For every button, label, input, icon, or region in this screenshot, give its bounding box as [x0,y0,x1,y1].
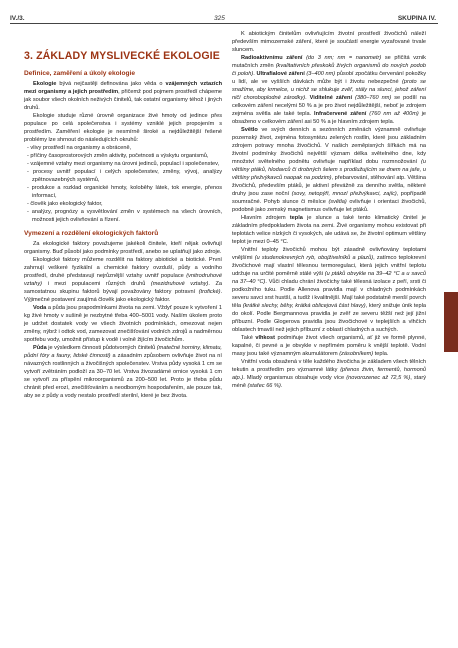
text-run: . [305,95,310,101]
italic-note: (proto se snažíme, aby krmelce, u nichž se shlukuje zvěř, stály na slunci, jehož záření ničí choroboplodné zárodky) [232,79,426,101]
italic-note: (do 3 nm; nm = nanometr) [302,55,382,61]
text-run: . Vůči chladu chrání živočichy také tělesná izolace z peří, srsti či podkožního tuku. Podle Allenova pravidla mají v chladných podmínkách severu savci srst hustší, a tudíž i kvalitnější. Mají také podstatně menší povrch těla [232,279,427,309]
italic-note: (sovy, netopýři, mnozí přežvýkavci, zajíc) [291,191,397,197]
text-run: Také [241,335,256,341]
paragraph [24,80,222,112]
italic-note: (u studenokrevných ryb, obojživelníků a plazů) [254,255,374,261]
right-column [232,30,426,390]
text-run: je slunce a také tento klimatický činitel je základním předpokladem života na zemi. Živé organismy mohou existovat při teplotách velice nízkých či vysokých, ale udává se, že životní optimum většiny teplot je mezi 0–45 °C. [232,215,426,245]
text-run: se přičítá vznik mutačních změn [232,55,426,69]
section-number: IV./3. [10,15,25,22]
italic-note: (přenos živin, fermentů, hormonů atp.) [232,367,426,381]
text-run: působí zpočátku červenání pokožky u lidí, ale ve vyšších dávkách může být i životu nebezpečné [232,71,426,85]
list-item: - analýzy, prognózy a vysvětlování změn v systémech na všech úrovních, možnosti jejich ovlivňování a řízení. [27,209,222,223]
text-run: . Za samostatnou skupinu faktorů bývají považovány faktory potravní [24,281,222,295]
italic-note: (3–400 nm) [304,71,336,77]
bold-term: Ultrafialové záření [256,71,305,77]
list-item: - vzájemné vztahy mezi organismy na úrovni jedinců, populací i společenstev, [27,161,220,167]
text-run: tepla. [373,351,389,357]
text-run: . Mladý organismus obsahuje vody více [243,375,347,381]
paragraph [24,344,222,400]
italic-note: (mezidruhové vztahy) [150,281,209,287]
italic-note: (matečné horniny, klimatu, půdní fóry a fauny, lidské činnosti) [24,345,222,359]
italic-note: (novorozenec až 72,5 %) [346,375,411,381]
text-run: a zásadním způsobem ovlivňuje život na ní návazných rostlinných a živočišných společenstev. Vrstva půdy vysoká 1 cm se vytvoří zvětráním podloží za 30–70 let. Vrstva živozadárné ornice vysoká 1 cm se vytvoří za příspění mikroorganismů za 200–500 let. Proto je třeba půdu chránit před erozí, znečišťováním a neodborným hospodařením, ale pouze tak, aby se z půdy a vody nestalo prostředí sterilní, které je bez života. [24,353,222,399]
chapter-title: 3. ZÁKLADY MYSLIVECKÉ EKOLOGIE [24,50,220,62]
italic-note: (kvalitativních přeskoků živých organismů do nových podob či poloh) [232,63,426,77]
paragraph [232,126,426,214]
list-item: - procesy uvnitř populací i celých společenstev, změny, vývoj, analýzy zpětnovazebných systémů, [27,169,222,183]
text-run: Ekologické faktory můžeme rozdělit na faktory abiotické a biotické. První zahrnují veškeré fyzikální a chemické faktory ovzduší, půdy a vodního prostředí, druhé představují nejrůznější vztahy uvnitř populace [24,257,222,279]
bold-term: Radioaktivnímu záření [241,55,303,61]
page-number: 325 [214,15,225,22]
section-heading-factors: Vymezení a rozdělení ekologických faktorů [24,230,159,237]
bold-term: vlhkost [255,335,275,341]
italic-note: (u většiny ptáků, hlodavců či drobných šelem s prodlužujícím se dnem na jaře, u většiny přežvýkavců naopak na podzim) [232,159,426,181]
topic-list [24,144,222,224]
italic-note: (vnitrodruhové vztahy) [24,273,222,287]
paragraph: Ekologie studuje různé úrovně organizace živé hmoty od jedince přes populace po celá společenstva i systémy vzniklé jejich propojením s prostředím. Zaměření ekologie je nesmírně široké a nejdůležitější řešené problémy lze shrnout do následujících okruhů: [24,113,222,143]
italic-note: (u ptáků obvykle na 39–42 °C a u savců na 37–40 °C) [232,271,426,285]
list-item: - vlivy prostředí na organismy a obráceně, [27,145,132,151]
italic-note: (stařec 66 %) [247,383,281,389]
bold-term: Infračervené záření [314,111,367,117]
bold-term: Světlo [241,127,258,133]
bold-term: Viditelné záření [309,95,353,101]
group-label: SKUPINA IV. [397,15,436,22]
text-run: , který snižuje únik tepla do okolí. Podle Bergmannova pravidla je zvěř ze severu těžší než její jižní příbuzní. Podle Glogerova pravidla jsou živočichové v teplejších a vlhčích oblastech tmavší než jejich příbuzní z oblastí chladných a suchých. [232,303,426,333]
paragraph [232,334,426,358]
text-run: , přebarvování, stěhování atp. Většina živočichů, především ptáků, je aktivní převážně za denního světla, některé druhy jsou zase noční [232,175,426,197]
page-header [0,0,458,24]
text-run: a půda jsou prapodmínkami života na zemi. Vždyť pouze k vytvoření 1 kg živé hmoty v sušině je nezbytné třeba 400–5001 vody. Naším úkolem proto je udržet dostatek vody ve všech životních podmínkách, omezovat nejen změny, nýbrž i odtok vod, zamezovat znečišťování vodních zdrojů a nadměrnou spotřebu vody, umožnit přístup k vodě i volně žijícím živočichům. [24,305,222,343]
text-run: . [280,383,283,389]
italic-note: (zásobníkem) [339,351,374,357]
text-run: Hlavním zdrojem [241,215,290,221]
bold-term: tepla [289,215,303,221]
italic-note: (krátké slechy, běhy, krátká oblicejová část hlavy) [242,303,366,309]
section-heading-definition: Definice, zaměření a úkoly ekologie [24,70,136,77]
italic-note: (380–760 nm) [352,95,392,101]
paragraph [232,246,426,334]
text-run: podmiňuje život všech organismů, ať již ve formě plynné, kapalné, či pevné a je obvykle v nepřímém poměru k vnější teplotě. Vodní masy jsou také významným akumulátorem [232,335,426,357]
text-run: , popřípadě soumračné. Pohyb slunce či měsíce [232,191,426,205]
bold-term: Ekologie [33,81,57,87]
header-rule [10,23,438,24]
text-run: Vnitřní teploty živočichů mohou být zásadně ovlivňovány teplotami vnějšími [232,247,426,261]
text-run: i mezi populacemi různých druhů [42,281,151,287]
list-item: - produkce a rozklad organické hmoty, koloběhy látek, tok energie, přenos informací, [27,185,222,199]
left-column [24,30,222,400]
italic-note: (760 nm až 400m) [366,111,419,117]
paragraph [232,54,426,126]
bold-term: Půda [33,345,47,351]
paragraph [232,214,426,246]
text-run: , zatímco teplokrevní živočichové mají vlastní tělesnou termoregulaci, která jejich vnitřní teplotu udržuje na určité poměrně stálé výši [232,255,427,277]
text-run: ve svých denních a sezónních změnách významně ovlivňuje pozemský život, zejména fotosyntézu zelených rostlin, které jsou základním zdrojem potravy mnoha živočichů. V našich zeměpisných šířkách má na životní podmínky živočichů největší význam délka světelného dne, kdy množství světelného podnětu ovlivňuje například dobu rozmnožování [232,127,426,165]
italic-note: (trofické) [198,289,221,295]
chapter-tab [444,292,458,352]
paragraph [24,304,222,344]
text-run: , přičemž pod pojmem prostředí chápeme jak soubor všech okolních neživých činitelů, tak ostatní organismy téhož i jiných druhů. [24,89,222,111]
bold-term: Voda [33,305,47,311]
paragraph: Za ekologické faktory považujeme jakékoli činitele, kteří nějak ovlivňují organismy. Buď působí jako podmínky prostředí, anebo se uplatňují jako zdroje. [24,241,222,255]
text-run: Vnitřní voda obsažená v těle každého živočicha je základem všech tělních tekutin a prostředím pro významné látky [232,359,426,373]
text-run: je obsaženo v celkovém záření asi 50 % a je hlavním zdrojem tepla. [232,111,426,125]
list-item: - člověk jako ekologický faktor, [27,201,103,207]
text-run: . [253,71,257,77]
bold-term: vzájemných vztazích mezi organismy a jejich prostředím [24,81,222,95]
text-run: je výsledkem činnosti půdotvorných činitelů [46,345,157,351]
text-run: bývá nejčastěji definována jako věda o [56,81,166,87]
list-item: - příčiny časoprostorových změn aktivity, početnosti a výskytu organismů, [27,153,209,159]
paragraph [24,256,222,304]
paragraph: K abiotickým činitelům ovlivňujícím životní prostředí živočichů náleží především mimozemské záření, které je součástí energie vyzařované trvale sluncem. [232,31,426,53]
text-run: se podílí na celkovém záření necelými 50 % a je pro život nejdůležitější, neboť je zdrojem zejména světla ale také tepla. [232,95,426,117]
text-run: ovlivňuje i orientaci živočichů, podobně jako zemský magnetismus ovlivňuje let ptáků. [232,199,426,213]
italic-note: (světla) [328,199,347,205]
paragraph [232,358,426,390]
text-run: , starý méně [232,375,427,389]
text-run: . Výjimečné postavení zaujímá člověk jako ekologický faktor. [24,289,222,303]
